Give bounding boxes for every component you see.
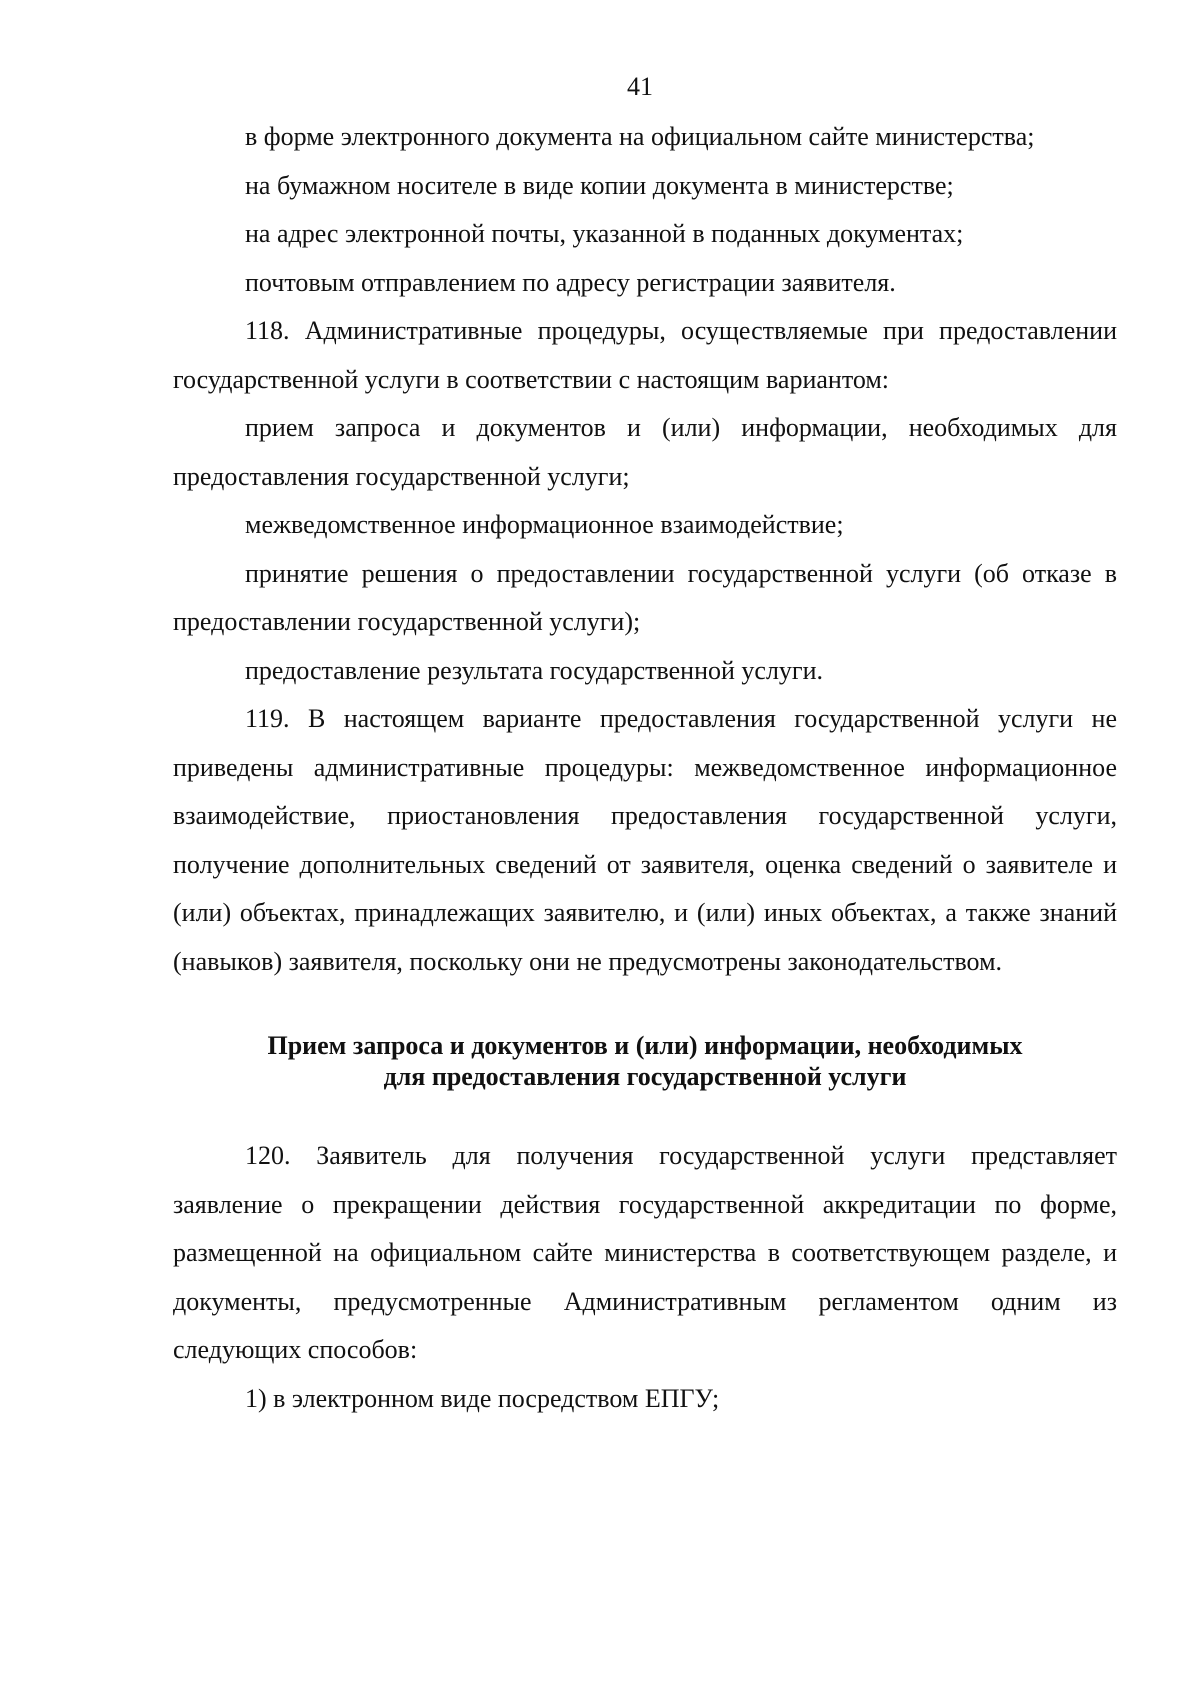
section-heading-line2: для предоставления государственной услуги <box>383 1062 907 1091</box>
paragraph-electronic-doc: в форме электронного документа на официальном сайте министерства; <box>245 122 1035 151</box>
section-heading-line1: Прием запроса и документов и (или) информации, необходимых <box>267 1031 1023 1060</box>
section-heading <box>173 1030 1117 1092</box>
paragraph-postal: почтовым отправлением по адресу регистрации заявителя. <box>245 267 896 297</box>
document-body <box>173 113 1117 1423</box>
paragraph-paper-copy: на бумажном носителе в виде копии документа в министерстве; <box>245 170 954 200</box>
paragraph-epgu: 1) в электронном виде посредством ЕПГУ; <box>245 1383 720 1413</box>
page-number: 41 <box>627 72 653 101</box>
paragraph-email: на адрес электронной почты, указанной в поданных документах; <box>245 219 964 248</box>
paragraph-procedure-interagency: межведомственное информационное взаимодействие; <box>245 510 844 539</box>
paragraph-procedure-result: предоставление результата государственной услуги. <box>245 655 824 685</box>
paragraph-118: 118. Административные процедуры, осуществляемые при предоставлении государственной услуги в соответствии с настоящим вариантом: <box>173 316 1117 394</box>
paragraph-120: 120. Заявитель для получения государственной услуги представляет заявление о прекращении действия государственной аккредитации по форме, размещенной на официальном сайте министерства в соответствующем разделе, и документы, предусмотренные Административным регламентом одним из следующих способов: <box>173 1141 1117 1364</box>
paragraph-119: 119. В настоящем варианте предоставления государственной услуги не приведены административные процедуры: межведомственное информационное взаимодействие, приостановления предоставления государственной услуги, получение дополнительных сведений от заявителя, оценка сведений о заявителе и (или) объектах, принадлежащих заявителю, и (или) иных объектах, а также знаний (навыков) заявителя, поскольку они не предусмотрены законодательством. <box>173 704 1117 976</box>
paragraph-procedure-decision: принятие решения о предоставлении государственной услуги (об отказе в предоставлении государственной услуги); <box>173 558 1117 636</box>
paragraph-procedure-intake: прием запроса и документов и (или) информации, необходимых для предоставления государственной услуги; <box>173 413 1117 491</box>
